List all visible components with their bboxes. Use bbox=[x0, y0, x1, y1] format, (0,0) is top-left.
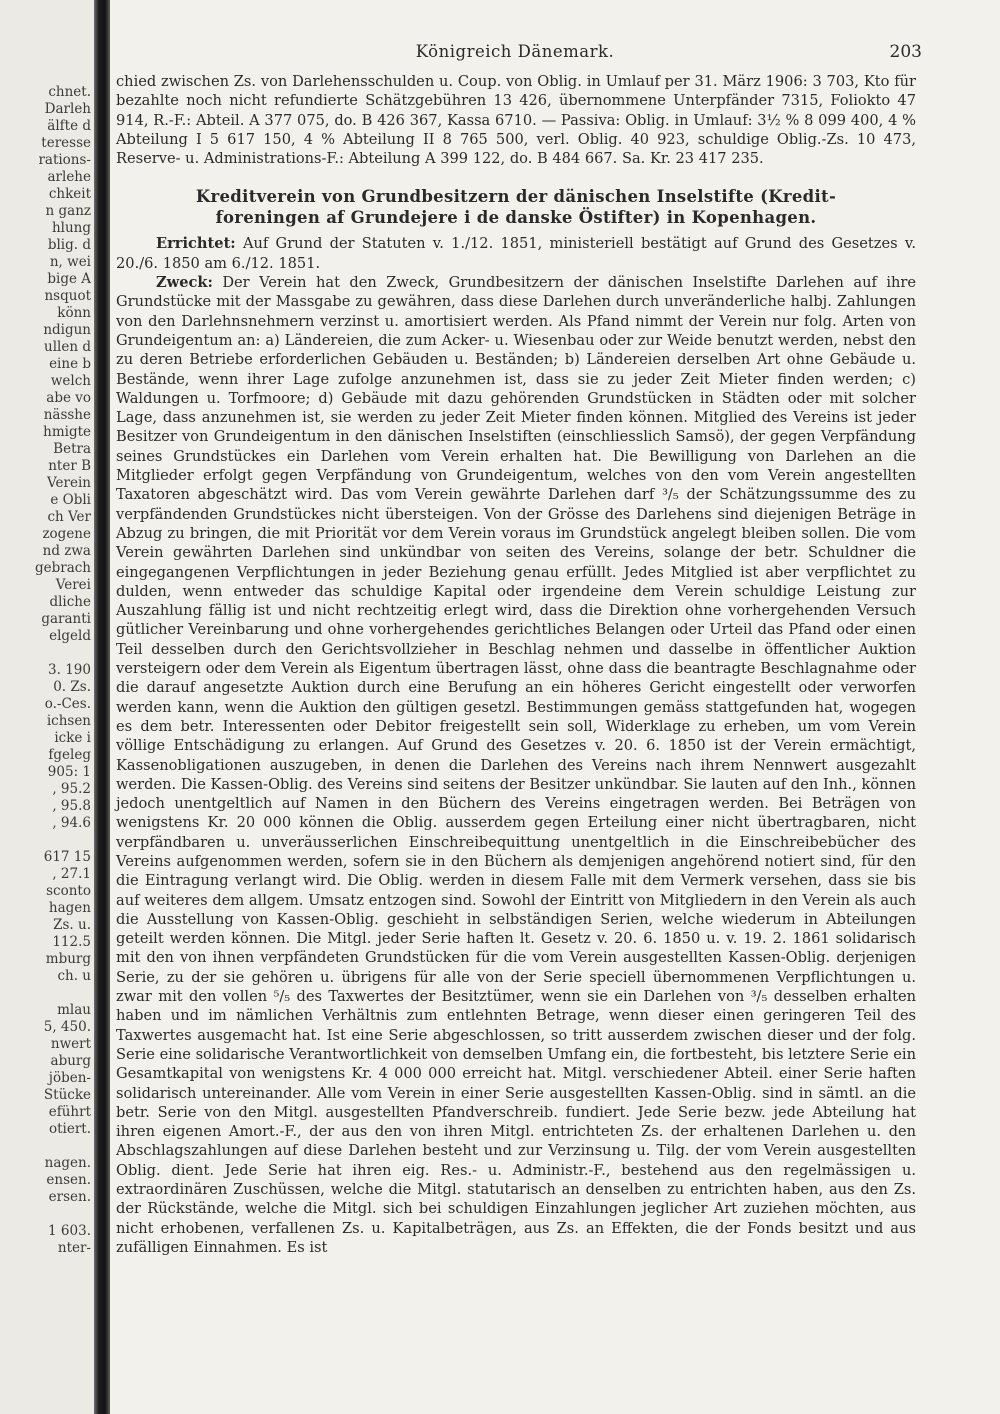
running-title: Königreich Dänemark. bbox=[415, 42, 615, 61]
facing-page-fragment: nwert bbox=[50, 1036, 91, 1052]
facing-page-fragment: älfte d bbox=[47, 118, 91, 134]
facing-page-text-fragments bbox=[35, 84, 91, 1257]
facing-page-fragment: 617 15 bbox=[43, 849, 91, 865]
facing-page-fragment: bige A bbox=[47, 271, 91, 287]
facing-page-fragment: eine b bbox=[49, 356, 91, 372]
facing-page-fragment: nagen. bbox=[44, 1155, 91, 1171]
facing-page-fragment: ndigun bbox=[43, 322, 91, 338]
facing-page-fragment: elgeld bbox=[49, 628, 91, 644]
facing-page-fragment: könn bbox=[57, 305, 91, 321]
facing-page-fragment: nter- bbox=[57, 1240, 91, 1256]
facing-page-fragment: 1 603. bbox=[48, 1223, 91, 1239]
facing-page-fragment: eführt bbox=[48, 1104, 91, 1120]
facing-page-fragment: aburg bbox=[50, 1053, 91, 1069]
facing-page-fragment: , 95.8 bbox=[52, 798, 91, 814]
facing-page-fragment: 3. 190 bbox=[48, 662, 91, 678]
facing-page-fragment: hagen bbox=[48, 900, 91, 916]
facing-page-fragment: fgeleg bbox=[48, 747, 91, 763]
page-header bbox=[110, 42, 920, 64]
facing-page-fragment: nter B bbox=[48, 458, 91, 474]
facing-page-fragment: ullen d bbox=[44, 339, 91, 355]
facing-page-fragment: e Obli bbox=[50, 492, 91, 508]
facing-page-fragment: ch. u bbox=[57, 968, 91, 984]
facing-page-fragment: n ganz bbox=[45, 203, 91, 219]
errichtet-label: Errichtet: bbox=[156, 235, 236, 253]
page bbox=[110, 0, 1000, 1414]
facing-page-fragment bbox=[35, 832, 91, 849]
facing-page-fragment: Betra bbox=[53, 441, 91, 457]
facing-page-fragment: garanti bbox=[41, 611, 91, 627]
entry-title-line-1: Kreditverein von Grundbesitzern der dänischen Inselstifte (Kredit- bbox=[195, 187, 837, 207]
facing-page-fragment: Verein bbox=[47, 475, 91, 491]
facing-page-fragment: icke i bbox=[54, 730, 91, 746]
facing-page-fragment bbox=[35, 985, 91, 1002]
facing-page-fragment: 0. Zs. bbox=[53, 679, 91, 695]
facing-page-fragment: ersen. bbox=[48, 1189, 91, 1205]
facing-page-fragment: nsquot bbox=[44, 288, 91, 304]
facing-page-fragment: , 27.1 bbox=[52, 866, 91, 882]
facing-page-fragment: Stücke bbox=[43, 1087, 91, 1103]
facing-page-fragment: , 94.6 bbox=[52, 815, 91, 831]
facing-page-fragment: otiert. bbox=[48, 1121, 91, 1137]
errichtet-paragraph bbox=[116, 234, 916, 273]
previous-entry-balance-text: chied zwischen Zs. von Darlehensschulden u. Coup. von Oblig. in Umlauf per 31. März 1906: 3 703, Kto für bezahlte noch nicht refundierte Schätzgebühren 13 426, übernommene Unterpfänder 7315, Foliokto 47 914, R.-F.: Abteil. A 377 075, do. B 426 367, Kassa 6710. — Passiva: Oblig. in Umlauf: 3½ % 8 099 400, 4 % Abteilung I 5 617 150, 4 % Abteilung II 8 765 500, verl. Oblig. 40 923, schuldige Oblig.-Zs. 10 473, Reserve- u. Administrations-F.: Abteilung A 399 122, do. B 484 667. Sa. Kr. 23 417 235. bbox=[116, 73, 916, 168]
facing-page-fragment: 5, 450. bbox=[43, 1019, 91, 1035]
facing-page-fragment: 112.5 bbox=[52, 934, 91, 950]
facing-page-fragment: 905: 1 bbox=[47, 764, 91, 780]
entry-title bbox=[116, 186, 916, 228]
zweck-label: Zweck: bbox=[156, 274, 213, 292]
facing-page-fragment: ch Ver bbox=[47, 509, 91, 525]
facing-page-fragment: arlehe bbox=[47, 169, 91, 185]
facing-page-fragment: abe vo bbox=[46, 390, 91, 406]
facing-page-margin bbox=[0, 0, 94, 1414]
facing-page-fragment: chnet. bbox=[48, 84, 91, 100]
facing-page-fragment: blig. d bbox=[47, 237, 91, 253]
page-number: 203 bbox=[889, 42, 922, 62]
facing-page-fragment: Verei bbox=[55, 577, 91, 593]
errichtet-text: Auf Grund der Statuten v. 1./12. 1851, ministeriell bestätigt auf Grund des Gesetzes v. 20./6. 1850 am 6./12. 1851. bbox=[116, 235, 916, 272]
facing-page-fragment: , 95.2 bbox=[52, 781, 91, 797]
facing-page-fragment: jöben- bbox=[48, 1070, 91, 1086]
facing-page-fragment: Zs. u. bbox=[53, 917, 91, 933]
facing-page-fragment: hmigte bbox=[43, 424, 91, 440]
facing-page-fragment: nd zwa bbox=[42, 543, 91, 559]
facing-page-fragment: teresse bbox=[41, 135, 91, 151]
facing-page-fragment bbox=[35, 1206, 91, 1223]
book-gutter bbox=[94, 0, 110, 1414]
facing-page-fragment: rations- bbox=[38, 152, 91, 168]
facing-page-fragment: gebrach bbox=[34, 560, 91, 576]
zweck-text: Der Verein hat den Zweck, Grundbesitzern der dänischen Inselstifte Darlehen auf ihre Grundstücke mit der Massgabe zu gewähren, dass diese Darlehen durch unveränderliche halbj. Zahlungen von den Darlehnsnehmern verzinst u. amortisiert werden. Als Pfand nimmt der Verein nur folg. Arten von Grundeigentum an: a) Ländereien, die zum Acker- u. Wiesenbau oder zur Weide benutzt werden, nebst den zu deren Betriebe erforderlichen Gebäuden u. Beständen; b) Ländereien derselben Art ohne Gebäude u. Bestände, wenn ihrer Lage zufolge anzunehmen ist, dass sie zu jeder Zeit Mieter finden werden; c) Waldungen u. Torfmoore; d) Gebäude mit dazu gehörenden Grundstücken in Städten oder mit solcher Lage, dass anzunehmen ist, sie werden zu jeder Zeit Mieter finden können. Mitglied des Vereins ist jeder Besitzer von Grundeigentum in den dänischen Inselstiften (einschliesslich Samsö), der gegen Verpfändung seines Grundstückes ein Darlehen vom Verein erhalten hat. Die Bewilligung von Darlehen an die Mitglieder erfolgt gegen Verpfändung von Grundeigentum, welches von den vom Verein angestellten Taxatoren abgeschätzt wird. Das vom Verein gewährte Darlehen darf ³/₅ der Schätzungssumme des zu verpfändenden Grundstückes nicht übersteigen. Von der Grösse des Darlehens sind diejenigen Beträge in Abzug zu bringen, die mit Priorität vor dem Verein voraus im Grundstück angelegt bleiben sollen. Die vom Verein gewährten Darlehen sind unkündbar von seiten des Vereins, solange der betr. Schuldner die eingegangenen Verpflichtungen in jeder Beziehung genau erfüllt. Jedes Mitglied ist aber verpflichtet zu dulden, wenn entweder das schuldige Kapital oder irgendeine dem Verein schuldige Leistung zur Auszahlung fällig ist und nicht rechtzeitig erlegt wird, dass die Direktion ohne vorhergehenden Versuch gütlicher Vereinbarung und ohne vorhergehendes gerichtliches Belangen oder Urteil das Pfand oder einen Teil desselben durch den Gerichtsvollzieher in Beschlag nehmen und dasselbe in öffentlicher Auktion versteigern oder dem Verein als Eigentum übertragen lässt, ohne dass die beantragte Beschlagnahme oder die darauf angesetzte Auktion durch eine Berufung an ein höheres Gericht eingestellt oder verworfen werden kann, wenn die Auktion den gültigen gesetzl. Bestimmungen gemäss stattgefunden hat, wogegen es dem betr. Interessenten oder Debitor freigestellt sein soll, Widerklage zu erheben, um vom Verein völlige Entschädigung zu erlangen. Auf Grund des Gesetzes v. 20. 6. 1850 ist der Verein ermächtigt, Kassenobligationen auszugeben, in denen die Darlehen des Vereins nach ihrem Nennwert ausgezahlt werden. Die Kassen-Oblig. des Vereins sind seitens der Besitzer unkündbar. Sie lauten auf den Inh., können jedoch unentgeltlich auf Namen in den Büchern des Vereins eingetragen werden. Bei Beträgen von wenigstens Kr. 20 000 können die Oblig. ausserdem gegen Erteilung einer nicht übertragbaren, nicht verpfändbaren u. unveräusserlichen Einschreibequittung unentgeltlich in die Einschreibebücher des Vereins aufgenommen werden, sofern sie in den Büchern als demjenigen angehörend notiert sind, für den die Eintragung verlangt wird. Die Oblig. werden in diesem Falle mit dem Vermerk versehen, dass sie bis auf weiteres dem allgem. Umsatz entzogen sind. Sowohl der Eintritt von Mitgliedern in den Verein als auch die Ausstellung von Kassen-Oblig. geschieht in selbständigen Serien, welche wiederum in Abteilungen geteilt werden können. Die Mitgl. jeder Serie haften lt. Gesetz v. 20. 6. 1850 u. v. 19. 2. 1861 solidarisch mit den von ihnen verpfändeten Grundstücken für die vom Verein ausgestellten Kassen-Oblig. derjenigen Serie, zu der sie gehören u. übrigens für alle von der Serie speciell übernommenen Verpflichtungen u. zwar mit den vollen ⁵/₅ des Taxwertes der Besitztümer, wenn sie ein Darlehen von ³/₅ desselben erhalten haben und im nämlichen Verhältnis zum entlehnten Betrage, wenn dieser einen geringeren Teil des Taxwertes ausgemacht hat. Ist eine Serie abgeschlossen, so tritt ausserdem zwischen dieser und der folg. Serie eine solidarische Verantwortlichkeit von demselben Umfang ein, die fortbesteht, bis letztere Serie ein Gesamtkapital von wenigstens Kr. 4 000 000 erreicht hat. Mitgl. verschiedener Abteil. einer Serie haften solidarisch untereinander. Alle vom Verein in einer Serie ausgestellten Kassen-Oblig. sind in sämtl. an die betr. Serie von den Mitgl. ausgestellten Pfandverschreib. fundiert. Jede Serie bezw. jede Abteilung hat ihren eigenen Amort.-F., der aus den von ihren Mitgl. entrichteten Zs. der erhaltenen Darlehen u. den Abschlagszahlungen auf diese Darlehen besteht und zur Verzinsung u. Tilg. der vom Verein ausgestellten Oblig. dient. Jede Serie hat ihren eig. Res.- u. Administr.-F., bestehend aus den regelmässigen u. extraordinären Zuschüssen, welche die Mitgl. statutarisch an denselben zu entrichten haben, aus den Zs. der Rückstände, welche die Mitgl. sich bei schuldigen Einzahlungen jeglicher Art zuziehen möchten, aus nicht erhobenen, verfallenen Zs. u. Kapitalbeträgen, aus Zs. an Effekten, die der Fonds besitzt und aus zufälligen Einnahmen. Es ist bbox=[116, 274, 916, 1256]
facing-page-fragment: dliche bbox=[49, 594, 91, 610]
entry-title-line-2: foreningen af Grundejere i de danske Östifter) in Kopenhagen. bbox=[215, 208, 817, 228]
facing-page-fragment: mburg bbox=[45, 951, 91, 967]
facing-page-fragment: chkeit bbox=[48, 186, 91, 202]
facing-page-fragment: mlau bbox=[57, 1002, 91, 1018]
facing-page-fragment: sconto bbox=[46, 883, 91, 899]
facing-page-fragment: Darleh bbox=[44, 101, 91, 117]
facing-page-fragment: n, wei bbox=[49, 254, 91, 270]
zweck-paragraph bbox=[116, 273, 916, 1257]
facing-page-fragment: ichsen bbox=[46, 713, 91, 729]
facing-page-fragment: ensen. bbox=[46, 1172, 91, 1188]
facing-page-fragment: welch bbox=[50, 373, 91, 389]
facing-page-fragment bbox=[35, 645, 91, 662]
facing-page-fragment: hlung bbox=[51, 220, 91, 236]
facing-page-fragment bbox=[35, 1138, 91, 1155]
facing-page-fragment: zogene bbox=[42, 526, 91, 542]
facing-page-fragment: nässhe bbox=[43, 407, 91, 423]
page-content bbox=[116, 72, 916, 1257]
facing-page-fragment: o.-Ces. bbox=[44, 696, 91, 712]
